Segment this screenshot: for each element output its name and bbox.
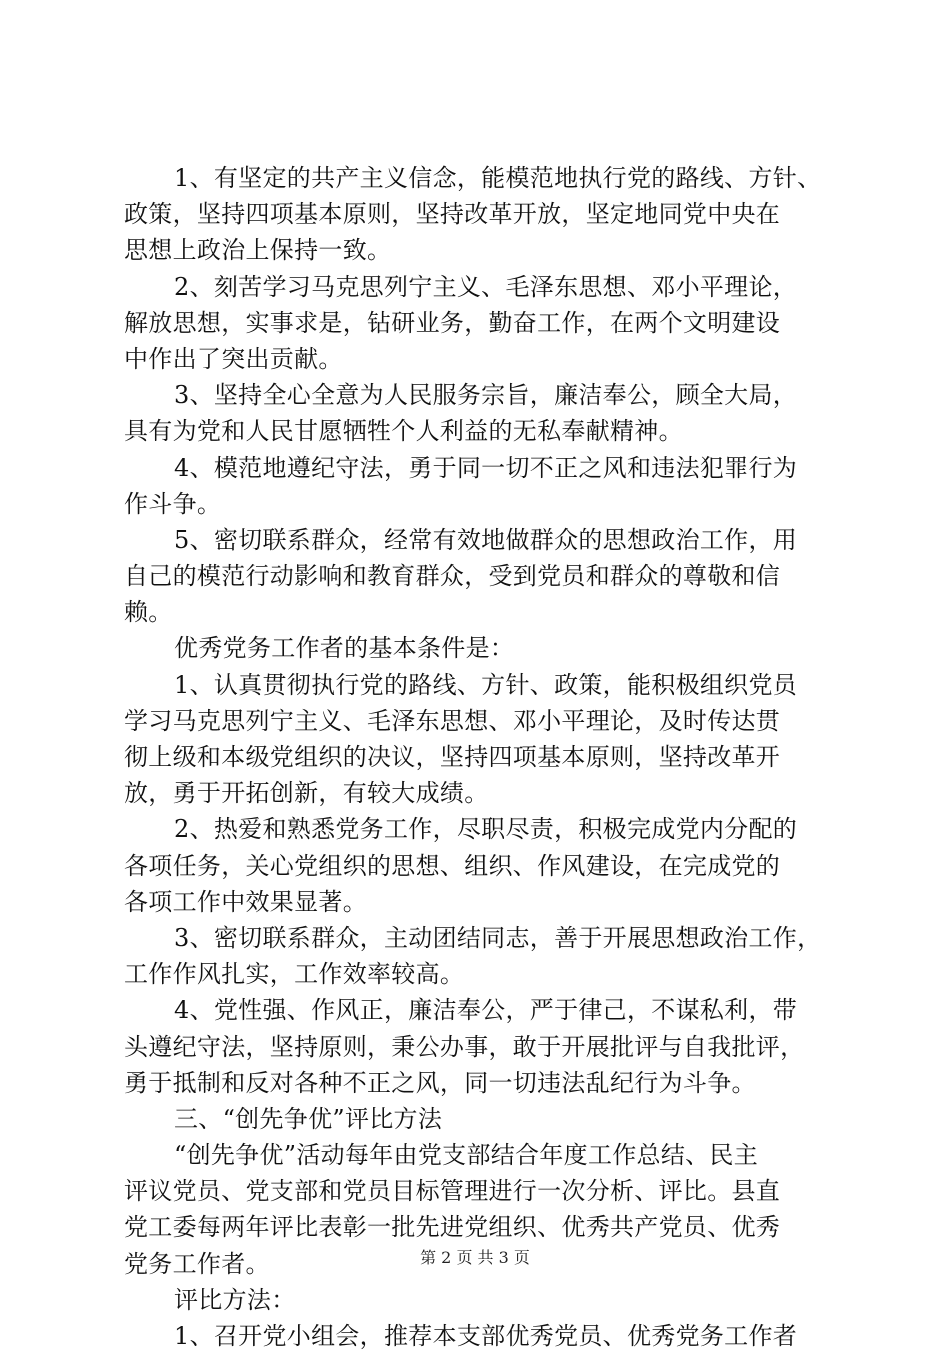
text-line: 评议党员、党支部和党员目标管理进行一次分析、评比。县直 [124,1177,781,1206]
text-line: 3、坚持全心全意为人民服务宗旨，廉洁奉公，顾全大局， [174,381,798,410]
text-line: 学习马克思列宁主义、毛泽东思想、邓小平理论，及时传达贯 [124,706,781,735]
text-line: 作斗争。 [124,489,222,518]
text-line: 赖。 [124,598,173,627]
text-line: 4、党性强、作风正，廉洁奉公，严于律己，不谋私利，带 [174,996,798,1025]
text-line: 1、有坚定的共产主义信念，能模范地执行党的路线、方针、 [174,164,822,192]
text-line: 三、“创先争优”评比方法 [174,1104,443,1133]
text-line: 2、刻苦学习马克思列宁主义、毛泽东思想、邓小平理论， [174,272,798,301]
text-line: 评比方法： [174,1285,296,1314]
text-line: 放，勇于开拓创新，有较大成绩。 [124,779,489,808]
text-line: 4、模范地遵纪守法，勇于同一切不正之风和违法犯罪行为 [174,453,798,482]
text-line: “创先争优”活动每年由党支部结合年度工作总结、民主 [174,1141,759,1170]
text-line: 各项工作中效果显著。 [124,887,367,916]
text-line: 1、认真贯彻执行党的路线、方针、政策，能积极组织党员 [174,670,798,699]
text-line: 具有为党和人民甘愿牺牲个人利益的无私奉献精神。 [124,417,683,446]
text-line: 党务工作者。 [124,1249,270,1278]
document-body [124,160,836,1354]
text-line: 解放思想，实事求是，钻研业务，勤奋工作，在两个文明建设 [124,308,781,337]
text-line: 思想上政治上保持一致。 [124,236,392,265]
text-line: 工作作风扎实，工作效率较高。 [124,960,465,989]
text-line: 勇于抵制和反对各种不正之风，同一切违法乱纪行为斗争。 [124,1068,756,1097]
text-line: 党工委每两年评比表彰一批先进党组织、优秀共产党员、优秀 [124,1213,781,1242]
text-line: 3、密切联系群众，主动团结同志，善于开展思想政治工作， [174,923,822,952]
text-line: 自己的模范行动影响和教育群众，受到党员和群众的尊敬和信 [124,562,781,591]
text-line: 优秀党务工作者的基本条件是： [174,634,515,663]
text-line: 1、召开党小组会，推荐本支部优秀党员、优秀党务工作者 [174,1322,798,1350]
page-footer: 第 2 页 共 3 页 [420,1248,530,1267]
text-line: 各项任务，关心党组织的思想、组织、作风建设，在完成党的 [124,851,781,880]
text-line: 中作出了突出贡献。 [124,344,343,373]
text-line: 2、热爱和熟悉党务工作，尽职尽责，积极完成党内分配的 [174,815,798,844]
text-line: 彻上级和本级党组织的决议，坚持四项基本原则，坚持改革开 [124,743,781,771]
text-line: 政策，坚持四项基本原则，坚持改革开放，坚定地同党中央在 [124,200,781,229]
text-line: 头遵纪守法，坚持原则，秉公办事，敢于开展批评与自我批评， [124,1032,805,1061]
text-line: 5、密切联系群众，经常有效地做群众的思想政治工作，用 [174,525,798,554]
